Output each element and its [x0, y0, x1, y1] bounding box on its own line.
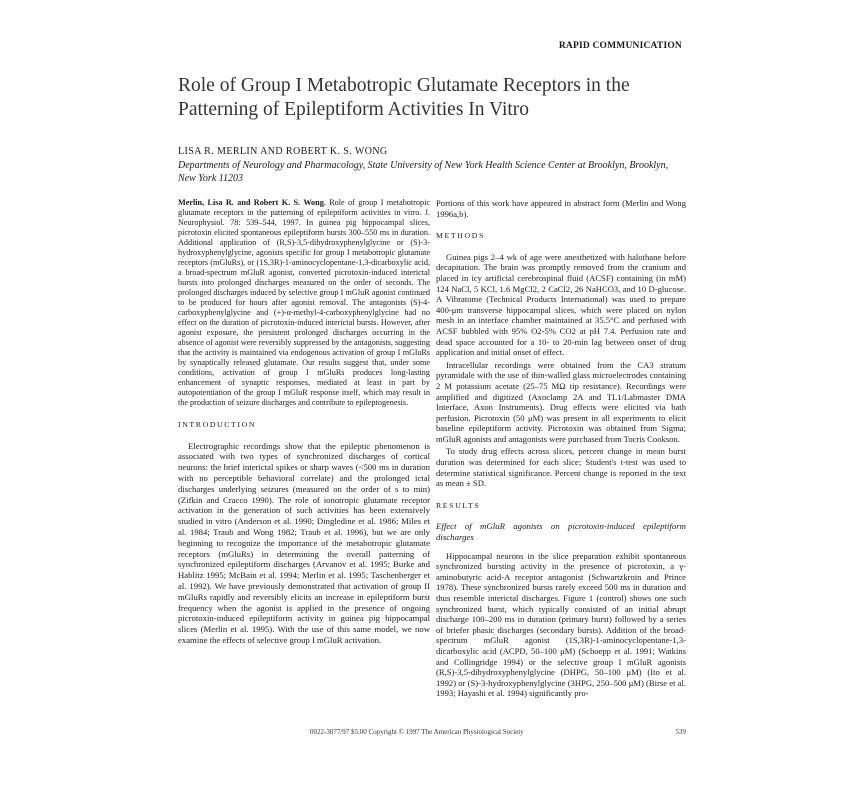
section-header: RAPID COMMUNICATION: [558, 41, 682, 51]
page-number: 539: [675, 728, 686, 736]
abstract-note: Portions of this work have appeared in abstract form (Merlin and Wong 1996a,b).: [436, 198, 686, 219]
abstract: [178, 198, 430, 408]
introduction-body: [178, 441, 430, 646]
copyright-line: 0022-3077/97 $5.00 Copyright © 1997 The American Physiological Society: [310, 728, 524, 736]
results-paragraph: Hippocampal neurons in the slice preparation exhibit spontaneous synchronized bursting activity in the presence of picrotoxin, a γ-aminobutyric acid-A receptor antagonist (Schwartzkroin and Prince 1978). These synchronized bursts rarely exceed 500 ms in duration and thus resemble interictal discharges. Figure 1 (control) shows one such synchronized burst, which typically consisted of an initial abrupt discharge 100–200 ms in duration (primary burst) followed by a series of briefer phasic discharges (secondary bursts). Addition of the broad-spectrum mGluR agonist (1S,3R)-1-aminocyclopentane-1,3-dicarboxylic acid (ACPD, 50–100 μM) (Schoepp et al. 1991; Watkins and Collingridge 1994) or the selective group I mGluR agonists (R,S)-3,5-dihydroxyphenylglycine (DHPG, 50–100 μM) (Ito et al. 1992) or (S)-3-hydroxyphenylglycine (3HPG, 250–500 μM) (Birse et al. 1993; Hayashi et al. 1994) significantly pro-: [436, 550, 686, 699]
paper-title: Role of Group I Metabotropic Glutamate Receptors in the Patterning of Epileptiform Activities In Vitro: [178, 75, 630, 120]
methods-paragraph: Guinea pigs 2–4 wk of age were anesthetized with halothane before decapitation. The brain was promptly removed from the cranium and placed in icy artificial cerebrospinal fluid (ACSF) containing (in mM) 124 NaCl, 5 KCl, 1.6 MgCl2, 2 CaCl2, 26 NaHCO3, and 10 D-glucose. A Vibratome (Technical Products International) was used to prepare 400-μm transverse hippocampal slices, which were placed on nylon mesh in an interface chamber maintained at 35.5°C and perfused with ACSF bubbled with 95% O2-5% CO2 at pH 7.4. Perfusion rate and dead space accounted for a 10- to 20-min lag between onset of drug application and initial onset of effect.: [436, 251, 686, 358]
authors: LISA R. MERLIN AND ROBERT K. S. WONG: [178, 146, 388, 157]
results-heading: RESULTS: [436, 500, 481, 510]
methods-paragraph: Intracellular recordings were obtained from the CA3 stratum pyramidale with the use of thin-walled glass microelectrodes containing 2 M potassium acetate (25–75 MΩ tip resistance). Recordings were amplified and digitized (Axoclamp 2A and TL1/Labmaster DMA Interface, Axon Instruments). Drug effects were elicited via bath perfusion. Picrotoxin (50 μM) was present in all experiments to elicit baseline epileptiform activity. Picrotoxin was obtained from Sigma; mGluR agonists and antagonists were purchased from Tocris Cookson.: [436, 359, 686, 444]
affiliation: Departments of Neurology and Pharmacology, State University of New York Health Science Center at Brooklyn, Brooklyn, New York 11203: [178, 160, 669, 184]
abstract-lead: Merlin, Lisa R. and Robert K. S. Wong.: [178, 198, 326, 207]
right-column: [436, 198, 686, 701]
methods-paragraph: To study drug effects across slices, percent change in mean burst duration was determined for each slice; Student's t-test was used to determine statistical significance. Percent change is reported in the text as mean ± SD.: [436, 446, 686, 489]
left-column: [178, 198, 430, 648]
introduction-paragraph: Electrographic recordings show that the epileptic phenomenon is associated with two types of synchronized discharges of cortical neurons: the brief interictal spikes or sharp waves (<500 ms in duration with no perceptible behavioral correlate) and the prolonged ictal discharges underlying seizures (measured on the order of s to min) (Zifkin and Cracco 1990). The role of ionotropic glutamate receptor activation in the generation of such activities has been extensively studied in vitro (Anderson et al. 1990; Dingledine et al. 1986; Miles et al. 1984; Traub and Wong 1982; Traub et al. 1996), but we are only beginning to recognize the importance of the metabotropic glutamate receptors (mGluRs) in determining the overall patterning of synchronized epileptiform discharges (Arvanov et al. 1995; Burke and Hablitz 1995; McBain et al. 1994; Merlin et al. 1995; Taschenberger et al. 1992). We have previously demonstrated that activation of group II mGluRs rapidly and reversibly elicits an increase in epileptiform burst frequency when the agonist is applied in the presence of ongoing picrotoxin-induced epileptiform activity in guinea pig hippocampal slices (Merlin et al. 1995). With the use of this same model, we now examine the effects of selective group I mGluR activation.: [178, 440, 430, 645]
results-subheading: Effect of mGluR agonists on picrotoxin-induced epileptiform discharges: [436, 521, 686, 543]
abstract-text: Role of group I metabotropic glutamate receptors in the patterning of epileptiform activities in vitro. J. Neurophysiol. 78: 539–544, 1997. In guinea pig hippocampal slices, picrotoxin elicited spontaneous epileptiform bursts 300–550 ms in duration. Additional application of (R,S)-3,5-dihydroxyphenylglycine or (S)-3-hydroxyphenylglycine, agonists specific for group I metabotropic glutamate receptors (mGluRs), or (1S,3R)-1-aminocyclopentane-1,3-dicarboxylic acid, a broad-spectrum mGluR agonist, converted picrotoxin-induced interictal bursts into prolonged discharges measured on the order of seconds. The prolonged discharges induced by selective group I mGluR agonist continued to be produced for hours after agonist removal. The antagonists (S)-4-carboxyphenylglycine and (+)-α-methyl-4-carboxyphenylglycine had no effect on the duration of picrotoxin-induced interictal bursts. However, after agonist exposure, the persistent prolonged discharges occurring in the absence of agonist were reversibly suppressed by the antagonists, suggesting that the activity is maintained via endogenous activation of group I mGluRs by synaptically released glutamate. Our results suggest that, under some conditions, activation of group I mGluRs produces long-lasting enhancement of synaptic responses, mediated at least in part by autopotentiation of the group I mGluR response itself, which may result in the production of seizure discharges and contribute to epileptogenesis.: [178, 198, 430, 407]
introduction-heading: INTRODUCTION: [178, 420, 257, 429]
methods-heading: METHODS: [436, 231, 485, 241]
